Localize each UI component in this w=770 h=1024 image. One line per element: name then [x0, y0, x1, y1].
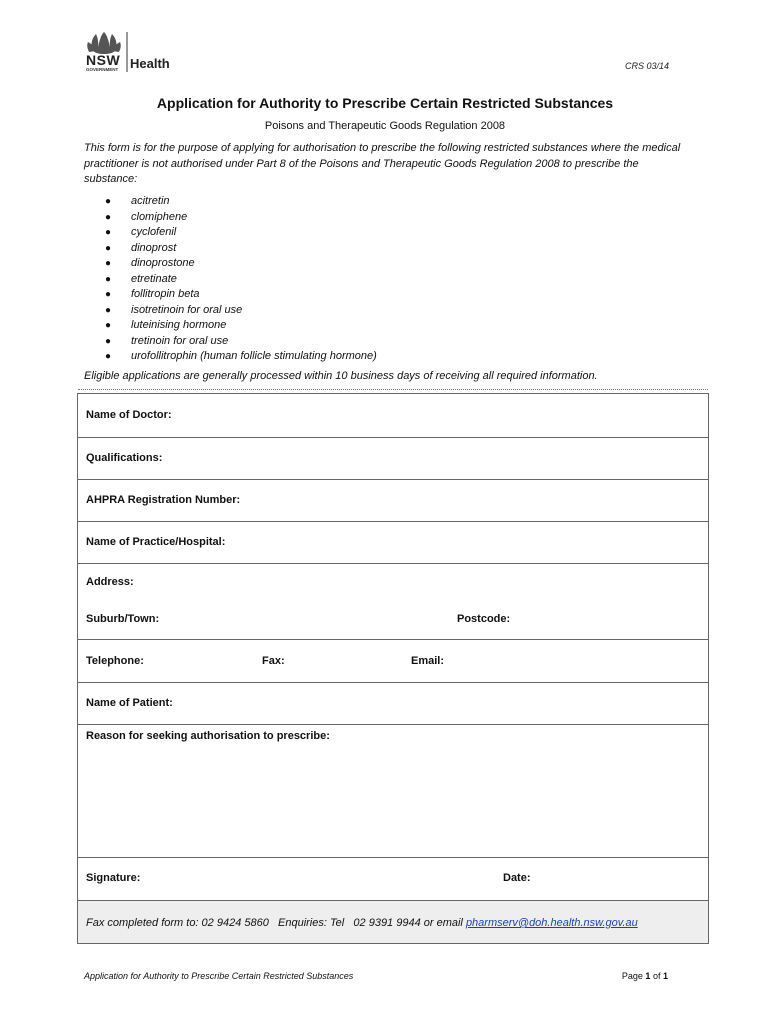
fax-instructions — [78, 900, 708, 943]
signature-label: Signature: — [86, 872, 141, 884]
list-item: ● luteinising hormone — [84, 318, 377, 334]
date-label: Date: — [503, 872, 531, 884]
document-title: Application for Authority to Prescribe Certain Restricted Substances — [156, 95, 614, 111]
list-item: ● cyclofenil — [84, 225, 377, 241]
qualifications-field[interactable] — [78, 437, 708, 479]
doctor-name-label: Name of Doctor: — [86, 409, 172, 421]
practice-field[interactable] — [78, 521, 708, 563]
list-item: ● follitropin beta — [84, 287, 377, 303]
bullet-icon: ● — [105, 211, 112, 223]
postcode-label: Postcode: — [457, 613, 511, 625]
patient-name-field[interactable] — [78, 682, 708, 724]
doctor-name-field[interactable] — [78, 394, 708, 437]
footer-title: Application for Authority to Prescribe Certain Restricted Substances — [84, 971, 354, 981]
bullet-icon: ● — [105, 289, 112, 300]
list-item: ● tretinoin for oral use — [84, 334, 377, 350]
bullet-icon: ● — [105, 304, 112, 316]
patient-name-label: Name of Patient: — [86, 697, 173, 709]
list-item: ● acitretin — [84, 194, 377, 210]
address-label: Address: — [86, 576, 134, 588]
address-field[interactable] — [78, 563, 708, 639]
bullet-icon: ● — [105, 258, 112, 269]
dotted-divider — [78, 389, 708, 390]
bullet-icon: ● — [105, 320, 112, 331]
list-item: ● etretinate — [84, 272, 377, 288]
eligibility-note: Eligible applications are generally processed within 10 business days of receiving all required information. — [84, 370, 598, 382]
ahpra-field[interactable] — [78, 479, 708, 521]
qualifications-label: Qualifications: — [86, 452, 163, 464]
reason-label: Reason for seeking authorisation to prescribe: — [86, 730, 330, 742]
email-label: Email: — [411, 655, 445, 667]
suburb-label: Suburb/Town: — [86, 613, 160, 625]
form-code: CRS 03/14 — [624, 61, 669, 71]
fax-label: Fax: — [262, 655, 285, 667]
telephone-label: Telephone: — [86, 655, 144, 667]
intro-paragraph: This form is for the purpose of applying for authorisation to prescribe the following restricted substances where the medical practitioner is not authorised under Part 8 of the Poisons and Therapeutic Goods Regulation 2008 to prescribe the substance: — [84, 142, 681, 185]
bullet-icon: ● — [105, 335, 112, 347]
signature-field[interactable] — [78, 857, 708, 900]
bullet-icon: ● — [105, 242, 112, 254]
bullet-icon: ● — [105, 227, 112, 238]
substance-list — [84, 194, 377, 365]
logo-government-text: GOVERNMENT — [86, 67, 119, 72]
application-form — [77, 393, 709, 944]
page-number: Page 1 of 1 — [621, 971, 668, 981]
logo-health-text: Health — [130, 56, 170, 71]
practice-label: Name of Practice/Hospital: — [86, 536, 226, 548]
list-item: ● isotretinoin for oral use — [84, 303, 377, 319]
document-subtitle: Poisons and Therapeutic Goods Regulation 2008 — [264, 120, 506, 132]
reason-field[interactable] — [78, 724, 708, 857]
ahpra-label: AHPRA Registration Number: — [86, 494, 241, 506]
list-item: ● dinoprost — [84, 241, 377, 257]
nsw-health-logo — [84, 30, 184, 74]
list-item: ● urofollitrophin (human follicle stimulating hormone) — [84, 349, 377, 365]
bullet-icon: ● — [105, 196, 112, 207]
bullet-icon: ● — [105, 273, 112, 285]
contact-field[interactable] — [78, 639, 708, 682]
list-item: ● dinoprostone — [84, 256, 377, 272]
list-item: ● clomiphene — [84, 210, 377, 226]
bullet-icon: ● — [105, 351, 112, 362]
email-link[interactable]: pharmserv@doh.health.nsw.gov.au — [465, 917, 638, 929]
fax-instruction-text: Fax completed form to: 02 9424 5860 Enquiries: Tel 02 9391 9944 or email — [86, 917, 466, 929]
logo-nsw-text: NSW — [86, 52, 121, 68]
